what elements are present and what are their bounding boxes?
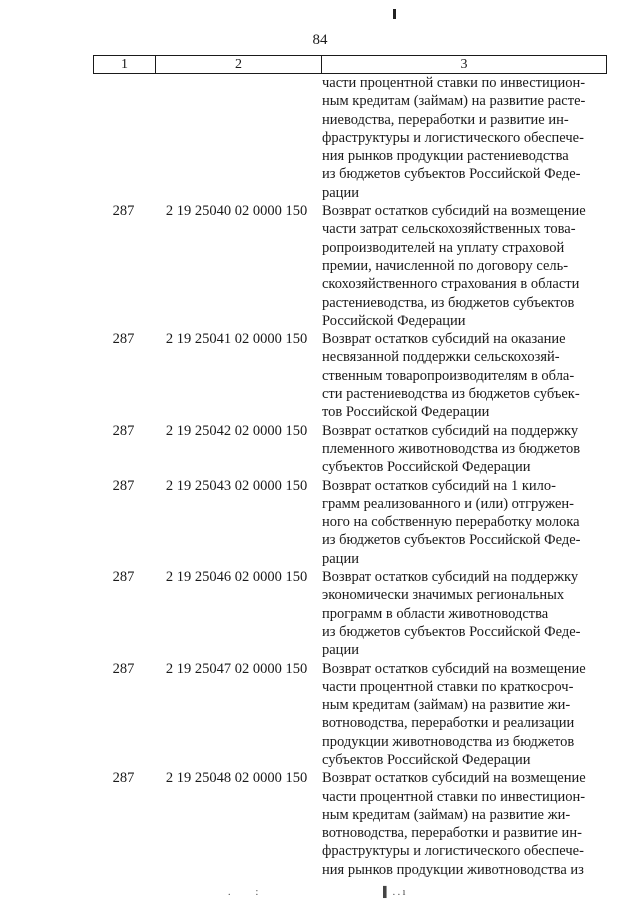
description-line: экономически значимых региональных (322, 587, 565, 604)
budget-code-cell: 2 19 25047 02 0000 150 (165, 660, 308, 677)
table-body (93, 74, 607, 879)
table-row (93, 769, 607, 879)
description-line: ного на собственную переработку молока (322, 514, 580, 531)
table-row (93, 422, 607, 477)
description-cell (322, 330, 605, 421)
budget-code-cell: 2 19 25041 02 0000 150 (165, 331, 308, 348)
description-line: рации (322, 550, 359, 567)
description-line: Возврат остатков субсидий на возмещение (322, 203, 586, 220)
admin-code-cell (93, 74, 154, 202)
table-row (93, 330, 607, 421)
budget-code-cell: 2 19 25048 02 0000 150 (165, 770, 308, 787)
description-cell (322, 422, 605, 477)
page-number: 84 (312, 32, 328, 48)
budget-code-cell: 2 19 25043 02 0000 150 (165, 477, 308, 494)
header-col-3: 3 (460, 57, 468, 72)
table-header (93, 55, 607, 74)
description-line: вотноводства, переработки и реализации (322, 715, 575, 732)
description-line: части процентной ставки по краткосроч- (322, 678, 574, 695)
description-line: грамм реализованного и (или) отгружен- (322, 495, 574, 512)
description-cell (322, 74, 605, 202)
admin-code-cell: 287 (112, 770, 135, 787)
description-line: рации (322, 184, 359, 201)
description-line: скохозяйственного страхования в области (322, 276, 580, 293)
description-line: фраструктуры и логистического обеспече- (322, 843, 584, 860)
header-col-1: 1 (94, 56, 156, 73)
description-line: из бюджетов субъектов Российской Феде- (322, 532, 581, 549)
description-line: премии, начисленной по договору сель- (322, 257, 569, 274)
description-line: рации (322, 642, 359, 659)
scan-mark (393, 9, 396, 19)
description-line: ным кредитам (займам) на развитие расте- (322, 93, 586, 110)
description-line: Российской Федерации (322, 312, 466, 329)
description-line: вотноводства, переработки и развитие ин- (322, 825, 582, 842)
admin-code-cell: 287 (112, 422, 135, 439)
description-line: части затрат сельскохозяйственных това- (322, 221, 576, 238)
description-line: ным кредитам (займам) на развитие жи- (322, 697, 571, 714)
description-line: части процентной ставки по инвестицион- (322, 75, 586, 91)
description-line: ниеводства, переработки и развитие ин- (322, 111, 569, 128)
table-row (93, 477, 607, 568)
description-line: ственным товаропроизводителям в обла- (322, 367, 575, 384)
description-line: части процентной ставки по инвестицион- (322, 788, 586, 805)
budget-code-cell (154, 74, 319, 202)
description-cell (322, 568, 605, 659)
table-row (93, 660, 607, 770)
budget-code-cell: 2 19 25040 02 0000 150 (165, 203, 308, 220)
description-line: Возврат остатков субсидий на 1 кило- (322, 477, 556, 494)
description-line: субъектов Российской Федерации (322, 459, 531, 476)
description-cell (322, 769, 605, 879)
description-line: тов Российской Федерации (322, 404, 490, 421)
description-line: из бюджетов субъектов Российской Феде- (322, 623, 581, 640)
description-line: Возврат остатков субсидий на возмещение (322, 770, 586, 787)
description-line: субъектов Российской Федерации (322, 751, 531, 768)
budget-code-cell: 2 19 25042 02 0000 150 (165, 422, 308, 439)
description-line: Возврат остатков субсидий на оказание (322, 331, 566, 348)
admin-code-cell: 287 (112, 477, 135, 494)
table-row (93, 202, 607, 330)
description-line: Возврат остатков субсидий на поддержку (322, 422, 579, 439)
scan-mark: . : (228, 887, 259, 898)
description-line: сти растениеводства из бюджетов субъек- (322, 386, 580, 403)
description-line: ным кредитам (займам) на развитие жи- (322, 806, 571, 823)
description-line: растениеводства, из бюджетов субъектов (322, 294, 575, 311)
description-line: несвязанной поддержки сельскохозяй- (322, 349, 560, 366)
table-row (93, 74, 607, 202)
table-row (93, 568, 607, 659)
description-cell (322, 660, 605, 770)
admin-code-cell: 287 (112, 569, 135, 586)
budget-code-cell: 2 19 25046 02 0000 150 (165, 569, 308, 586)
header-col-2: 2 (156, 56, 322, 73)
description-line: ропроизводителей на уплату страховой (322, 239, 565, 256)
description-line: Возврат остатков субсидий на поддержку (322, 569, 579, 586)
scan-mark: ▌ . . ı (383, 887, 406, 898)
description-line: племенного животноводства из бюджетов (322, 440, 581, 457)
description-cell (322, 477, 605, 568)
description-line: фраструктуры и логистического обеспече- (322, 129, 584, 146)
description-line: продукции животноводства из бюджетов (322, 733, 575, 750)
admin-code-cell: 287 (112, 660, 135, 677)
description-line: программ в области животноводства (322, 605, 549, 622)
description-line: Возврат остатков субсидий на возмещение (322, 660, 586, 677)
description-line: ния рынков продукции животноводства из (322, 861, 584, 878)
description-line: из бюджетов субъектов Российской Феде- (322, 166, 581, 183)
admin-code-cell: 287 (112, 203, 135, 220)
description-line: ния рынков продукции растениеводства (322, 148, 569, 165)
description-cell (322, 202, 605, 330)
admin-code-cell: 287 (112, 331, 135, 348)
